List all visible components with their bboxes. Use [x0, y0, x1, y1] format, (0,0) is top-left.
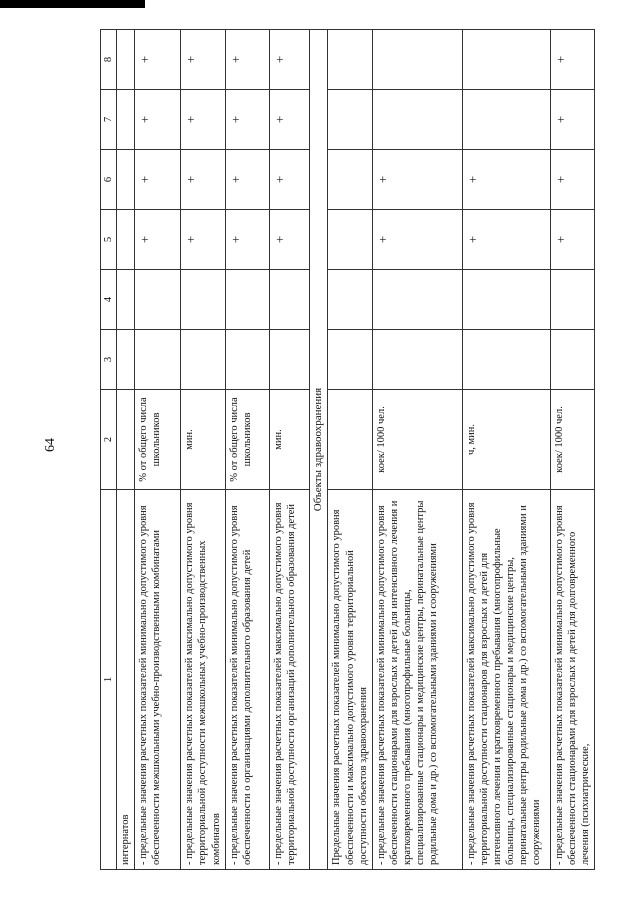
table-row [181, 30, 225, 870]
table-row [462, 30, 550, 870]
mark-cell [550, 330, 594, 390]
mark-cell [117, 210, 135, 270]
mark-cell [372, 330, 462, 390]
mark-cell: + [550, 210, 594, 270]
header-cell: 1 [101, 490, 117, 870]
header-row [101, 30, 117, 870]
mark-cell: + [181, 150, 225, 210]
mark-cell [225, 330, 269, 390]
table-row [269, 30, 309, 870]
unit-cell: ч, мин. [462, 390, 550, 490]
mark-cell: + [550, 90, 594, 150]
mark-cell: + [372, 150, 462, 210]
mark-cell: + [462, 210, 550, 270]
mark-cell: + [225, 210, 269, 270]
section-title: Объекты здравоохранения [309, 30, 328, 870]
mark-cell: + [269, 150, 309, 210]
indicator-cell: - предельные значения расчетных показателей максимально допустимого уровня территориальной доступности стационаров для взрослых и детей для интенсивного лечения и кратковременного пребывания (многопрофильные больницы, специализированные стационары и медицинские центры, перинатальные центры родильные дома и др.) со вспомогательными зданиями и сооружениями [462, 490, 550, 870]
unit-cell: % от общего числа школьников [225, 390, 269, 490]
mark-cell: + [550, 30, 594, 90]
mark-cell [372, 30, 462, 90]
indicator-cell: - предельные значения расчетных показателей минимально допустимого уровня обеспеченности стационарами для взрослых и детей для интенсивного лечения и кратковременного пребывания (многопрофильные больницы, специализированные стационары и медицинские центры, перинатальные центры родильные дома и др.) со вспомогательными зданиями и сооружениями [372, 490, 462, 870]
mark-cell: + [181, 30, 225, 90]
mark-cell: + [372, 210, 462, 270]
unit-cell: мин. [181, 390, 225, 490]
indicator-cell: интернатов [117, 490, 135, 870]
mark-cell [225, 270, 269, 330]
header-cell: 4 [101, 270, 117, 330]
mark-cell [269, 330, 309, 390]
mark-cell [117, 30, 135, 90]
mark-cell [117, 270, 135, 330]
unit-cell: коек/ 1000 чел. [550, 390, 594, 490]
mark-cell [117, 150, 135, 210]
header-cell: 6 [101, 150, 117, 210]
mark-cell [135, 330, 181, 390]
mark-cell [462, 330, 550, 390]
unit-cell: мин. [269, 390, 309, 490]
unit-cell: % от общего числа школьников [135, 390, 181, 490]
mark-cell [269, 270, 309, 330]
mark-cell: + [135, 30, 181, 90]
table-row [225, 30, 269, 870]
mark-cell [372, 90, 462, 150]
mark-cell: + [181, 90, 225, 150]
mark-cell [462, 30, 550, 90]
indicator-cell: - предельные значения расчетных показателей минимально допустимого уровня обеспеченности межшкольными учебно-производственными комбинатами [135, 490, 181, 870]
mark-cell: + [135, 210, 181, 270]
header-cell: 8 [101, 30, 117, 90]
indicator-cell: - предельные значения расчетных показателей максимально допустимого уровня территориальной доступности организаций дополнительного образования детей [269, 490, 309, 870]
header-cell: 3 [101, 330, 117, 390]
table-body [117, 30, 595, 870]
mark-cell: + [550, 150, 594, 210]
mark-cell [135, 270, 181, 330]
mark-cell: + [462, 150, 550, 210]
mark-cell [181, 330, 225, 390]
mark-cell: + [269, 30, 309, 90]
mark-cell: + [269, 90, 309, 150]
header-cell: 5 [101, 210, 117, 270]
table-row [135, 30, 181, 870]
table-row [328, 30, 372, 870]
mark-cell [328, 90, 372, 150]
mark-cell [328, 150, 372, 210]
unit-cell [328, 390, 372, 490]
mark-cell [117, 330, 135, 390]
table-row [550, 30, 594, 870]
mark-cell [328, 210, 372, 270]
mark-cell [328, 30, 372, 90]
mark-cell: + [135, 150, 181, 210]
mark-cell [328, 330, 372, 390]
section-row [309, 30, 328, 870]
header-cell: 2 [101, 390, 117, 490]
indicator-cell: - предельные значения расчетных показателей минимально допустимого уровня обеспеченности о организациями дополнительного образования детей [225, 490, 269, 870]
indicator-cell: - предельные значения расчетных показателей максимально допустимого уровня территориальной доступности межшкольных учебно-производственных комбинатов [181, 490, 225, 870]
mark-cell: + [225, 90, 269, 150]
indicator-cell: - предельные значения расчетных показателей минимально допустимого уровня обеспеченности стационарами для взрослых и детей для долговременного лечения (психиатрические, [550, 490, 594, 870]
unit-cell: коек/ 1000 чел. [372, 390, 462, 490]
mark-cell [372, 270, 462, 330]
norms-table [100, 29, 595, 870]
page-number: 64 [43, 438, 58, 452]
mark-cell [328, 270, 372, 330]
mark-cell [550, 270, 594, 330]
mark-cell [462, 270, 550, 330]
mark-cell: + [269, 210, 309, 270]
rotated-table-wrapper [100, 30, 640, 870]
mark-cell [117, 90, 135, 150]
table-row [372, 30, 462, 870]
mark-cell: + [181, 210, 225, 270]
unit-cell [117, 390, 135, 490]
mark-cell: + [225, 30, 269, 90]
indicator-cell: Предельные значения расчетных показателей минимально допустимого уровня обеспеченности и максимально допустимого уровня территориальной доступности объектов здравоохранения [328, 490, 372, 870]
table-row [117, 30, 135, 870]
top-rule [0, 0, 145, 8]
mark-cell [462, 90, 550, 150]
mark-cell: + [135, 90, 181, 150]
header-cell: 7 [101, 90, 117, 150]
mark-cell: + [225, 150, 269, 210]
mark-cell [181, 270, 225, 330]
